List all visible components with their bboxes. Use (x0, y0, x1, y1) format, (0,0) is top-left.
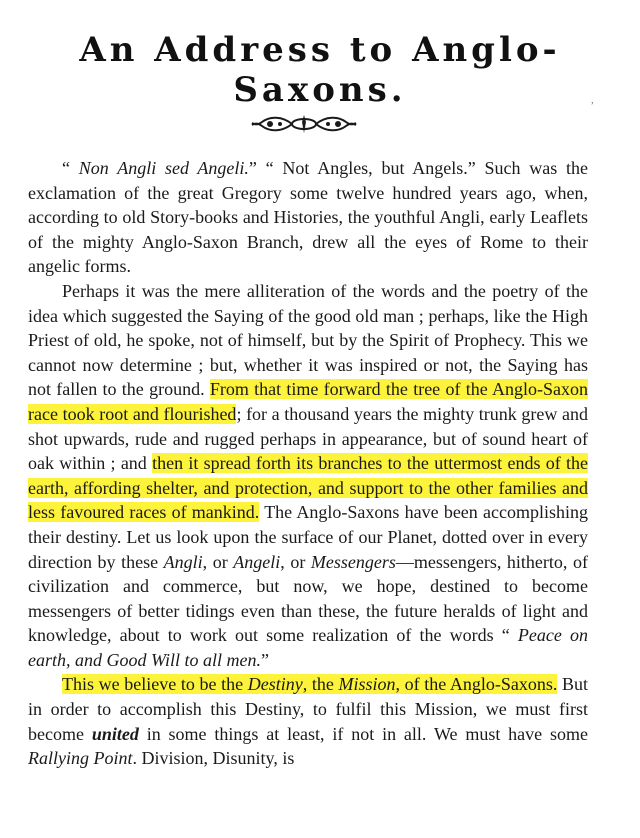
text-run: Angli (163, 551, 203, 572)
text-run: , or (202, 551, 234, 572)
ink-speck: , (591, 94, 594, 106)
text-run: in some things at least, if not in all. We must have some (138, 723, 589, 744)
text-run: ” “ Not Angles, but Angels.” Such was the exclamation of the great Gregory some twelve hundred years ago, when, according to old Story-books and Histories, the youthful Angli, early Leaflets of the mighty Anglo-Saxon Branch, drew all the eyes of Rome to their angelic forms. (28, 158, 588, 277)
text-run: . Division, Disunity, is (132, 748, 295, 769)
text-run: Messengers (310, 551, 396, 572)
highlighted-text: From that time forward the tree of the Anglo-Saxon race took root and flourished (28, 379, 588, 424)
highlighted-text: , of the Anglo-Saxons. (395, 674, 558, 695)
text-run: Non Angli sed Angeli. (78, 158, 249, 178)
text-run: Perhaps it was the mere alliteration of the words and the poetry of the idea which suggested the Saying of the good old man ; perhaps, like the High Priest of old, he spoke, not of himself, but by the Spirit of Prophecy. This we cannot now determine ; but, whether it was inspired or not, the Saying has not fallen to the ground. (28, 280, 588, 400)
text-run: Peace on earth, and Good Will to all men. (28, 625, 588, 670)
text-run: , or (280, 551, 311, 572)
paragraph (28, 279, 588, 673)
text-run: —messengers, hitherto, of civilization and commerce, but now, we hope, destined to become messengers of better tidings even than these, the future heralds of light and knowledge, about to work out some realization of the words “ (28, 551, 588, 646)
paragraph (28, 672, 588, 770)
text-run: “ (62, 158, 79, 178)
text-run: ; for a thousand years the mighty trunk grew and shot upwards, rude and rugged perhaps in appearance, but of sound heart of oak within ; and (28, 403, 588, 474)
highlighted-text: then it spread forth its branches to the uttermost ends of the earth, affording shelter, and protection, and support to the other families and less favoured races of mankind. (28, 453, 588, 523)
highlighted-text: This we believe to be the (62, 674, 248, 695)
text-run: ” (261, 649, 269, 670)
text-run: united (91, 723, 139, 744)
text-run: Rallying Point (28, 748, 133, 769)
paragraph (28, 156, 588, 279)
body-text (28, 156, 588, 771)
highlighted-text: Destiny (247, 674, 303, 695)
highlighted-text: , the (302, 674, 339, 695)
text-run: Angeli (233, 551, 281, 572)
page-title: An Address to Anglo-Saxons. (79, 30, 561, 110)
highlighted-text: Mission (338, 674, 396, 695)
text-run: But in order to accomplish this Destiny, to fulfil this Mission, we must first become (28, 674, 588, 744)
text-run: The Anglo-Saxons have been accomplishing their destiny. Let us look upon the surface of our Planet, dotted over in every direction by these (28, 502, 588, 572)
flourish-ornament-icon (250, 111, 358, 137)
